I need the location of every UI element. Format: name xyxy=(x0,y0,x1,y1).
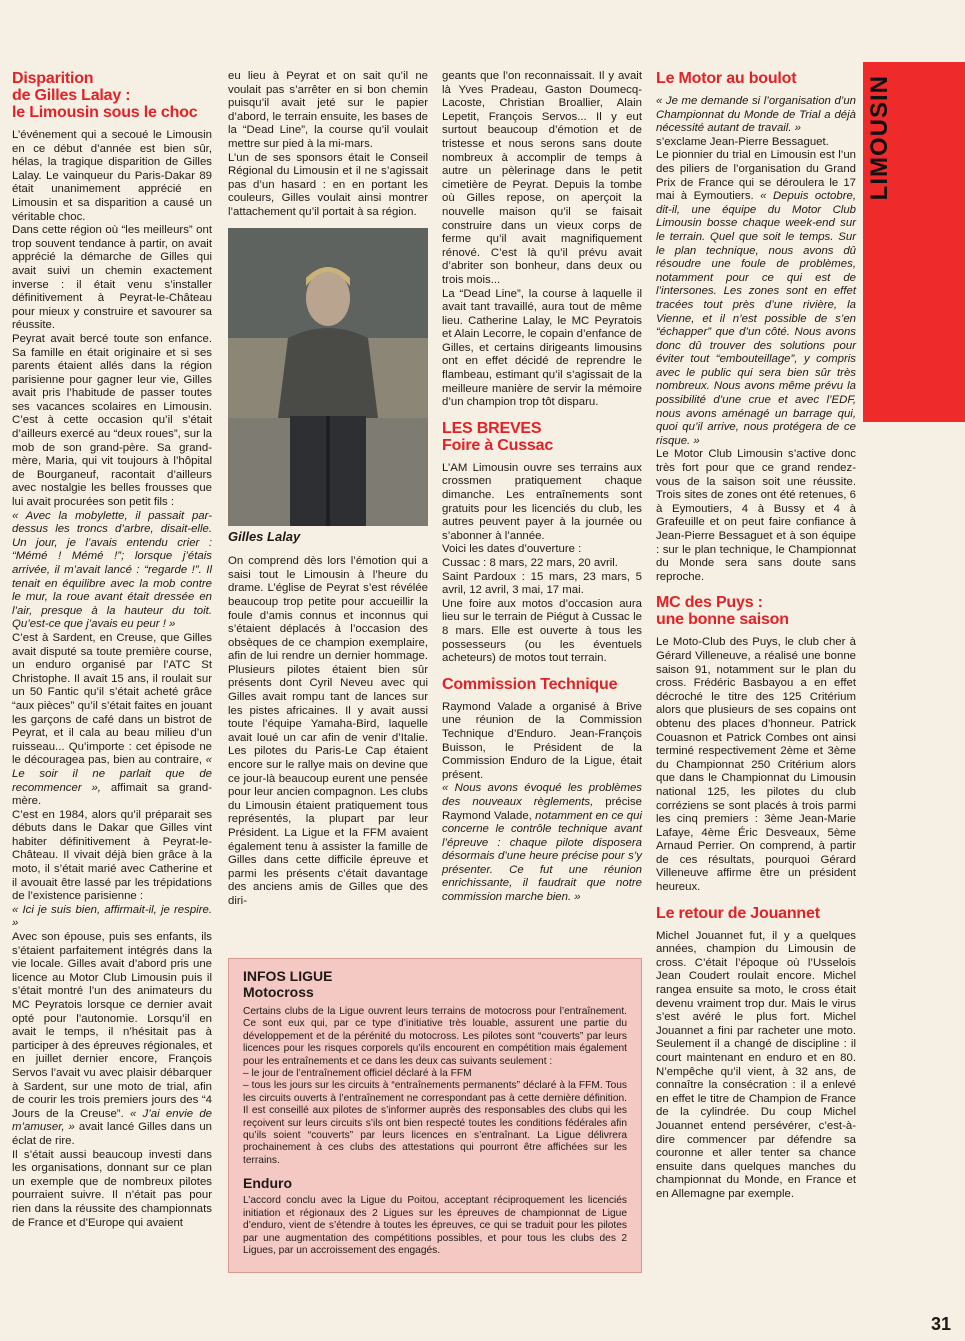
photo-caption: Gilles Lalay xyxy=(228,528,301,544)
paragraph: La “Dead Line”, la course à laquelle il avait tant travaillé, aura tout de même lieu. Catherine Lalay, le MC Peyratois et Alain Lecorre, le copain d’enfance de Gilles, et certains dirigeants limousins ont en effet décidé de reprendre le flambeau, estimant qu’il s’agissait de la meilleure manière de servir la mémoire d’un champion trop tôt disparu. xyxy=(442,287,642,409)
quote: « Je me demande si l’organisation d’un Championnat du Monde de Trial a déjà nécessité autant de travail. » xyxy=(656,95,856,135)
paragraph: L’AM Limousin ouvre ses terrains aux crossmen pratiquement chaque dimanche. Les entraînements sont gratuits pour les licenciés du club, les autres peuvent payer à la journée ou s’abonner à l’année. xyxy=(442,461,642,542)
paragraph: Il s’était aussi beaucoup investi dans les organisations, donnant sur ce plan un exemple que de nombreux pilotes pourraient suivre. Il n’était pas pour rien dans la réussite des championnats de France et d’Europe qui avaient xyxy=(12,1148,212,1229)
column-1 xyxy=(12,70,212,1230)
list-item: – tous les jours sur les circuits à “entraînements permanents” déclaré à la FFM. Tous les circuits ouverts à l’entraînement ne correspondant pas à cette dernière définition. Il est conseillé aux pilotes de s’informer auprès des responsables des clubs qui les reçoivent sur leurs circuits s’ils ont bien respecté toutes les conditions fédérales afin qu’ils soient “couverts” par leurs licences en s’entraînant. La Ligue délivrera prochainement à ces clubs des attestations qui pourront être affichées sur les terrains. xyxy=(243,1080,627,1166)
paragraph: Cussac : 8 mars, 22 mars, 20 avril. xyxy=(442,557,618,569)
jouannet-headline: Le retour de Jouannet xyxy=(656,904,820,922)
paragraph: Le Moto-Club des Puys, le club cher à Gérard Villeneuve, a réalisé une bonne saison 91, notamment sur le plan du cross. Frédéric Basbayou a en effet décroché le titre des 125 Critérium alors que plusieurs de ses copains ont obtenu des places d’honneur. Patrick Couasnon et Patrick Combes ont ainsi terminé respectivement 2ème et 3ème du Championnat 250 Critérium alors que dans le Championnat du Limousin national 125, les pilotes du club corréziens se sont placés à trois parmi les cinq premiers : 3ème Jean-Marie Lafaye, 4ème Éric Desveaux, 5ème Arnaud Perrier. On comprend, à partir de ces résultats, pourquoi Gérard Villeneuve affirme être un président heureux. xyxy=(656,636,856,894)
column-2 xyxy=(228,70,428,909)
section-title: LIMOUSIN xyxy=(866,75,893,201)
paragraph: Saint Pardoux : 15 mars, 23 mars, 5 avril, 12 avril, 3 mai, 17 mai. xyxy=(442,570,642,597)
paragraph: geants que l’on reconnaissait. Il y avait là Yves Pradeau, Gaston Doumecq-Lacoste, Christian Broallier, Alain Lepetit, François Servos... Il y eut surtout beaucoup d’émotion et de tristesse et nous serons sans doute nombreux à accomplir de temps à autre un pèlerinage dans le petit cimetière de Peyrat. Depuis la tombe où Gilles repose, on aperçoit la nouvelle maison qu’il se faisait construire dans un vieux corps de ferme qu’il avait magnifiquement rénové. C’est là qu’il prévu avait d’abriter son bonheur, dans deux ou trois mois... xyxy=(442,70,642,286)
paragraph: L’accord conclu avec la Ligue du Poitou, acceptant réciproquement les licenciés initiation et régionaux des 2 Ligues sur les épreuves de championnat de Ligue d’enduro, vient de s’étendre à toutes les épreuves, ce qui se traduit pour les pilotes par une augmentation des compétitions possibles, et pour tous les clubs des 2 Ligues, par un accroissement des engagés. xyxy=(243,1195,627,1256)
paragraph: eu lieu à Peyrat et on sait qu’il ne voulait pas s’arrêter en si bon chemin puisqu’il avait jeté sur le papier d’abord, le terrain ensuite, les bases de la “Dead Line”, la course qu’il voulait mettre sur pied à la mi-mars. xyxy=(228,70,428,150)
paragraph: C’est en 1984, alors qu’il préparait ses débuts dans le Dakar que Gilles vint habiter définitivement à Peyrat-le-Château. Il vivait déjà bien grâce à la moto, il s’était marié avec Catherine et il avouait être lassé par les trépidations de l’existence parisienne : xyxy=(12,808,212,903)
paragraph: L’un de ses sponsors était le Conseil Régional du Limousin et il ne s’agissait pas d’un hasard : en en portant les couleurs, Gilles voulait ainsi montrer l’attachement qu’il portait à sa région. xyxy=(228,151,428,218)
paragraph: Raymond Valade a organisé à Brive une réunion de la Commission Technique d’Enduro. Jean-François Buisson, le Président de la Commission Enduro de la Ligue, était présent. xyxy=(442,700,642,781)
quote: « Ici je suis bien, affirmait-il, je respire. » xyxy=(12,903,212,930)
page-number: 31 xyxy=(930,1314,951,1334)
paragraph: s’exclame Jean-Pierre Bessaguet. xyxy=(656,135,829,148)
paragraph: On comprend dès lors l’émotion qui a saisi tout le Limousin à l’heure du drame. L’église de Peyrat s’est révélée beaucoup trop petite pour accueillir la foule d’amis connus et inconnus qui s’étaient déplacés à l’occasion des obsèques de ce champion exemplaire, afin de lui rendre un dernier hommage. Plusieurs pilotes étaient bien sûr présents dont Cyril Neveu avec qui Gilles avait rompu tant de lances sur les pistes africaines. Il y avait aussi toute l’équipe Yamaha-Bird, laquelle avait loué un car afin de venir d’Italie. Les pilotes du Paris-Le Cap étaient encore sur le rallye mais on devine que ce jour-là beaucoup eurent une pensée pour leur ancien compagnon. Les clubs du Limousin étaient pratiquement tous représentés, la plupart par leur Président. La Ligue et la FFM avaient également tenu à assister la famille de Gilles dans cette difficile épreuve et parmi les présents c’était davantage des anciens amis de Gilles que des diri- xyxy=(228,555,428,907)
motor-headline: Le Motor au boulot xyxy=(656,70,797,87)
column-3 xyxy=(442,70,642,905)
paragraph: « Nous avons évoqué les problèmes des nouveaux règlements, précise Raymond Valade, notamment en ce qui concerne le contrôle technique avant l’épreuve : chaque pilote disposera désormais d’une heure précise pour s’y présenter. Ce fut une réunion enrichissante, il faudrait que notre commission marche bien. » xyxy=(442,782,642,904)
paragraph: Avec son épouse, puis ses enfants, ils s’étaient parfaitement intégrés dans la vie locale. Gilles avait d’abord pris une licence au Motor Club Limousin puis il s’était montré l’un des animateurs du MC Peyratois lorsque ce dernier avait opté pour l’autonomie. Lorsqu’il en avait le temps, il n’hésitait pas à participer à des épreuves régionales, et en juillet dernier encore, François Servos l’avait vu avec plaisir débarquer à Sardent, sur une moto de trial, afin de courir les trois premiers jours des “4 Jours de la Creuse”. « J’ai envie de m’amuser, » avait lancé Gilles dans un éclat de rire. xyxy=(12,931,212,1147)
puys-headline: MC des Puys : une bonne saison xyxy=(656,594,789,629)
quote: « Avec la mobylette, il passait par-dessus les troncs d’arbre, disait-elle. Un jour, je l’avais entendu crier : “Mémé ! Mémé !”; lorsque j’étais arrivée, il m’avait lancé : “regarde !”. Il tenait en équilibre avec la mob contre le mur, la roue avant était dressée en l’air, presque à la hauteur du toit. Qu’est-ce que j’avais eu peur ! » xyxy=(12,509,212,631)
paragraph: Le pionnier du trial en Limousin est l’un des piliers de l’organisation du Grand Prix de France qui se déroulera le 17 mai à Eymoutiers. « Depuis octobre, dit-il, une équipe du Motor Club Limousin bosse chaque week-end sur le terrain. Quel que soit le temps. Sur le plan technique, nous avons dû résoudre une foule de problèmes, notamment pour ce qui est de l’intersones. Les zones sont en effet tracées tout près d’une rivière, la Vienne, et il n’est possible de s’en “échapper” que d’un côté. Nous avons donc dû trouver des solutions pour éviter tout “embouteillage”, y compris avec le public qui sera bien sûr très nombreux. Nous avons même prévu la possibilité d’une crue et avec l’EDF, nous avons aménagé un barrage qui, quoi qu’il arrive, nous protégera de ce risque. » xyxy=(656,149,857,447)
paragraph: Voici les dates d’ouverture : xyxy=(442,543,582,556)
list-item: – le jour de l’entraînement officiel déclaré à la FFM xyxy=(243,1068,472,1080)
enduro-subtitle: Enduro xyxy=(243,1175,292,1192)
infos-title: INFOS LIGUE xyxy=(243,968,333,984)
breves-headline: LES BREVES Foire à Cussac xyxy=(442,419,554,454)
article-headline: Disparition de Gilles Lalay : le Limousin sous le choc xyxy=(12,70,198,121)
motocross-subtitle: Motocross xyxy=(243,984,314,1000)
column-4 xyxy=(656,70,856,1202)
commission-headline: Commission Technique xyxy=(442,675,618,693)
paragraph: Une foire aux motos d’occasion aura lieu sur le terrain de Piégut à Cussac le 8 mars. Elle est ouverte à tous les possesseurs (ou les éventuels acheteurs) de motos tout terrain. xyxy=(442,597,642,665)
paragraph: Dans cette région où “les meilleurs” ont trop souvent tendance à partir, on avait apprécié la démarche de Gilles qui avait suivi un chemin exactement inverse : il était venu s’installer définitivement à Peyrat-le-Château pour mieux y construire et savourer sa réussite. xyxy=(12,224,212,332)
portrait-photo xyxy=(228,228,428,526)
paragraph: Michel Jouannet fut, il y a quelques années, champion du Limousin de cross. C’était l’époque où l’Usselois Jean Coudert roulait encore. Michel rangea ensuite sa moto, le cross était devenu vraiment trop dur. Mais le virus s’est avéré le plus fort. Michel Jouannet a fini par racheter une moto. Seulement il a changé de discipline : il court maintenant en enduro et en 80. N’empêche qu’il vient, à 32 ans, de connaître la consécration : il a enlevé en effet le titre de Champion de France de la cylindrée. Du coup Michel Jouannet entend persévérer, c’est-à-dire commencer par défendre sa couronne et aller tenter sa chance ensuite dans quelques manches du championnat du Monde, en France et en Allemagne par exemple. xyxy=(656,929,856,1200)
infos-ligue-box xyxy=(228,958,642,1273)
paragraph: Certains clubs de la Ligue ouvrent leurs terrains de motocross pour l’entraînement. Ce sont eux qui, par ce type d’initiative très louable, assurent une partie du développement et de la pérénité du motocross. Les pilotes sont “couverts” par leurs licences pour les risques corporels qu’ils encourent en compétition mais également pour les entraînements et ce dans les deux cas suivants seulement : xyxy=(243,1006,627,1067)
paragraph: L’événement qui a secoué le Limousin en ce début d’année est bien sûr, hélas, la tragique disparition de Gilles Lalay. Le vainqueur du Paris-Dakar 89 était unanimement apprécié en Limousin et sa disparition a causé un véritable choc. xyxy=(12,129,212,223)
person-illustration xyxy=(228,228,428,526)
paragraph: C’est à Sardent, en Creuse, que Gilles avait disputé sa toute première course, un enduro organisé par l’ATC St Christophe. Il avait 15 ans, il roulait sur un 50 Fantic qu’il s’était acheté grâce “aux pièces” qu’il s’était faites en jouant les garçons de café dans un bistrot de Peyrat, et il cala au beau milieu d’un ruisseau... Qu’importe : cet épisode ne le découragea pas, bien au contraire, « Le soir il ne parlait que de recommencer », affimait sa grand-mère. xyxy=(12,631,213,808)
paragraph: Peyrat avait bercé toute son enfance. Sa famille en était originaire et si ses parents étaient allés dans la région parisienne pour gagner leur vie, Gilles avait pris l’habitude de passer toutes ses vacances scolaires en Limousin. C’est à cette occasion qu’il s’était d’ailleurs exercé au “deux roues”, sur la mob de son grand-père. Sa grand-mère, Maria, qui vit toujours à l’hôpital de Bourganeuf, racontait d’ailleurs avec nostalgie les belles frousses que lui avait procurées son petit fils : xyxy=(12,332,212,509)
paragraph: Le Motor Club Limousin s’active donc très fort pour que ce grand rendez-vous de la saison soit une réussite. Trois sites de zones ont été retenues, 6 à Eymoutiers, 4 à Bussy et 4 à Grafeuille et on peut faire confiance à Jean-Pierre Bessaguet et à son équipe : sur le plan technique, le Championnat du Monde sera sans doute sans reproche. xyxy=(656,448,856,583)
